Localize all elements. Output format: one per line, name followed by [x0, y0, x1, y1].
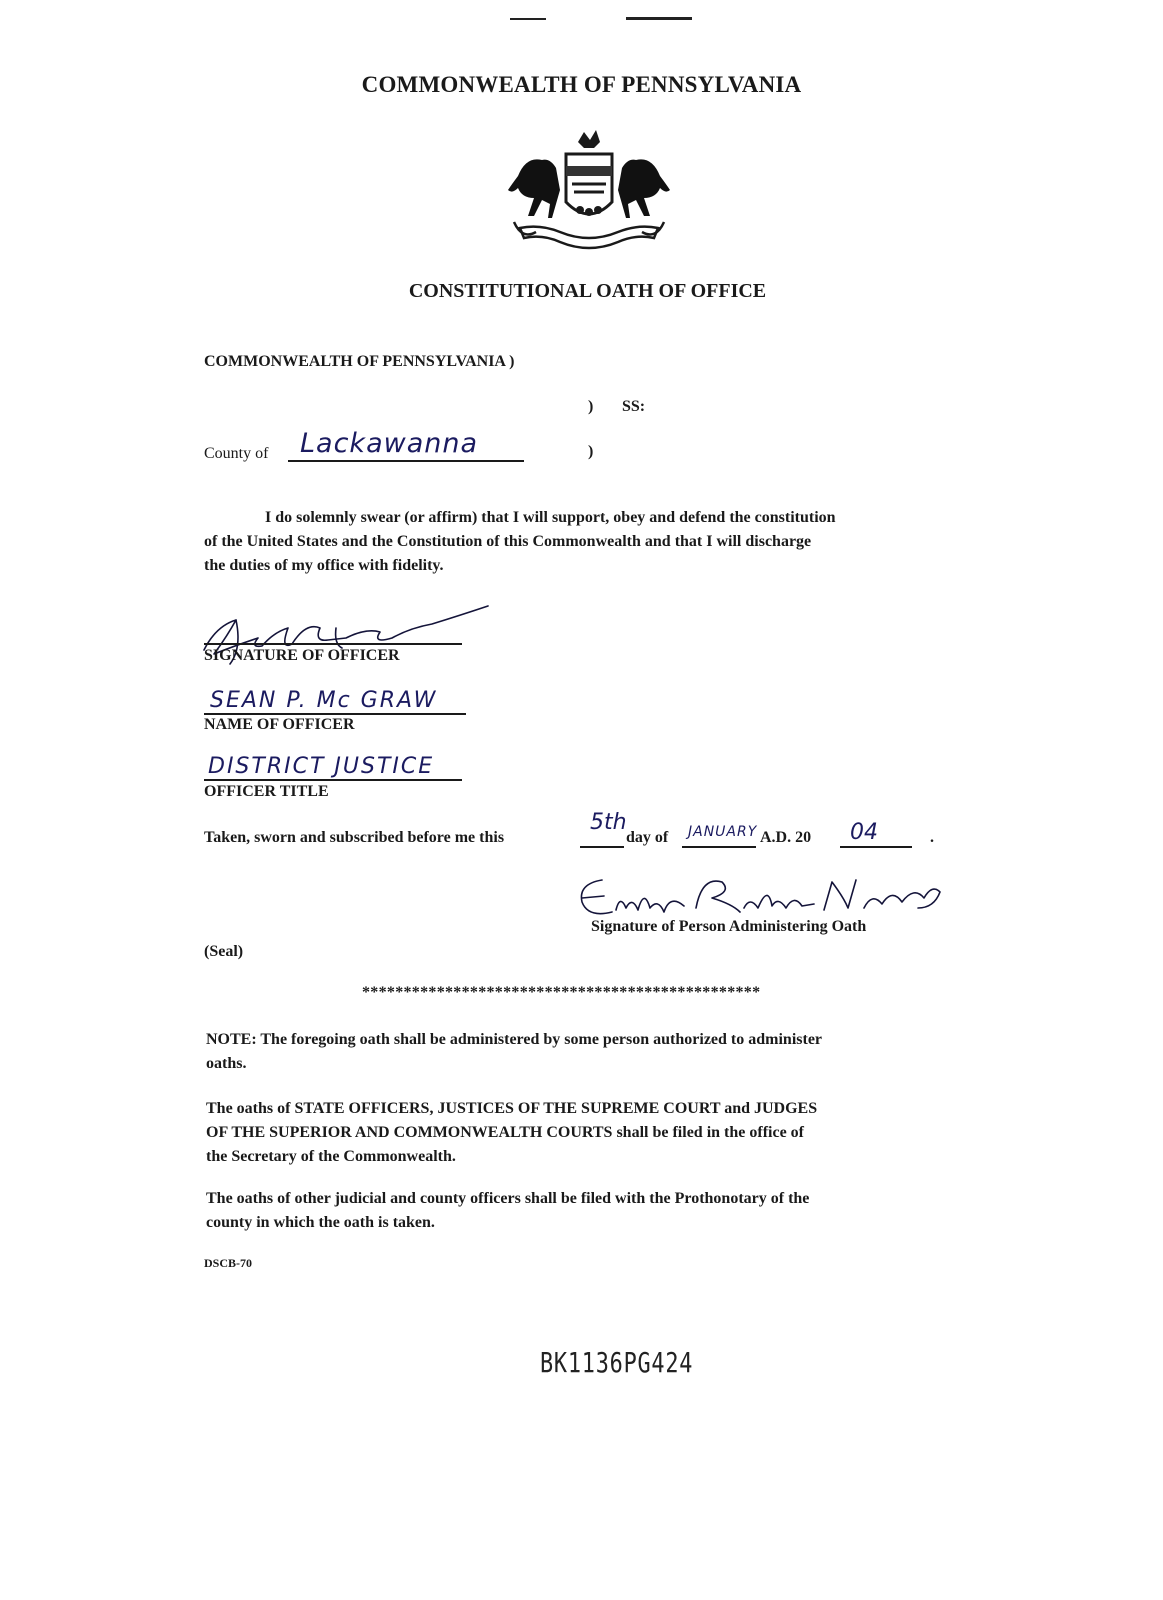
officer-name-value: SEAN P. Mc GRAW	[210, 688, 438, 713]
state-title: COMMONWEALTH OF PENNSYLVANIA	[361, 72, 802, 97]
form-code: DSCB-70	[204, 1256, 253, 1270]
sworn-day-label: day of	[626, 829, 669, 846]
sworn-period: .	[930, 829, 934, 846]
note-1	[206, 1028, 996, 1076]
title-label: OFFICER TITLE	[204, 783, 329, 800]
sworn-year-value: 04	[850, 820, 878, 845]
venue-county-paren: )	[588, 443, 594, 460]
administrator-label: Signature of Person Administering Oath	[591, 918, 867, 935]
signature-label: SIGNATURE OF OFFICER	[204, 647, 400, 664]
sworn-month-value: JANUARY	[688, 824, 758, 840]
note-2-line-2: OF THE SUPERIOR AND COMMONWEALTH COURTS shall be filed in the office of	[206, 1124, 804, 1141]
signature-underline	[204, 643, 462, 645]
divider-asterisks: ************************************************	[362, 984, 761, 1001]
book-page-stamp: BK1136PG424	[540, 1346, 694, 1379]
name-label: NAME OF OFFICER	[204, 716, 355, 733]
scan-mark-left	[510, 18, 546, 20]
sworn-day-value: 5th	[590, 810, 627, 835]
sworn-ad-label: A.D. 20	[760, 829, 812, 846]
oath-line-2: of the United States and the Constitution of this Commonwealth and that I will discharge	[204, 533, 812, 550]
note-1-line-1: NOTE: The foregoing oath shall be administered by some person authorized to administer	[206, 1031, 823, 1048]
note-2-line-1: The oaths of STATE OFFICERS, JUSTICES OF THE SUPREME COURT and JUDGES	[206, 1100, 818, 1117]
officer-title-value: DISTRICT JUSTICE	[208, 754, 435, 779]
month-underline	[682, 846, 756, 848]
scan-mark-right	[626, 17, 692, 20]
note-1-line-2: oaths.	[206, 1055, 247, 1072]
note-2-line-3: the Secretary of the Commonwealth.	[206, 1148, 456, 1165]
title-underline	[204, 779, 462, 781]
venue-state-line: COMMONWEALTH OF PENNSYLVANIA )	[204, 353, 515, 370]
county-label: County of	[204, 445, 269, 462]
form-title: CONSTITUTIONAL OATH OF OFFICE	[408, 280, 767, 302]
name-underline	[204, 713, 466, 715]
venue-ss-paren: )	[588, 398, 594, 415]
sworn-prefix: Taken, sworn and subscribed before me this	[204, 829, 505, 846]
day-underline	[580, 846, 624, 848]
note-2	[206, 1097, 996, 1169]
county-underline	[288, 460, 524, 462]
oath-line-1: I do solemnly swear (or affirm) that I will support, obey and defend the constitution	[265, 509, 836, 526]
oath-line-3: the duties of my office with fidelity.	[204, 557, 444, 574]
note-3-line-2: county in which the oath is taken.	[206, 1214, 435, 1231]
county-value: Lackawanna	[300, 428, 479, 459]
venue-ss-label: SS:	[622, 398, 646, 415]
note-3	[206, 1187, 996, 1235]
seal-label: (Seal)	[204, 943, 244, 960]
coat-of-arms-seal	[500, 128, 678, 256]
year-underline	[840, 846, 912, 848]
note-3-line-1: The oaths of other judicial and county officers shall be filed with the Prothonotary of the	[206, 1190, 810, 1207]
